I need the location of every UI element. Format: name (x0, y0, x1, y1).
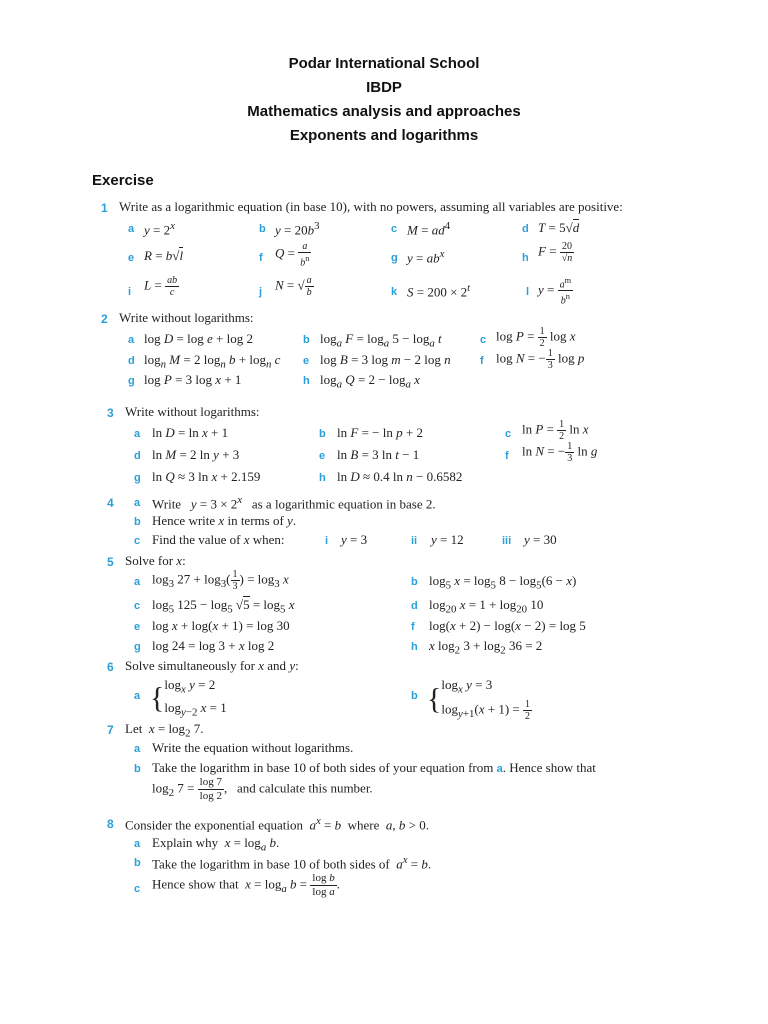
q1k-expression: $S = 200 \times 2^t$ (407, 282, 471, 300)
q8-label-c: c (134, 883, 141, 895)
q2-label-h: h (303, 375, 310, 387)
q1d-expression: T = 5√d (538, 220, 580, 235)
q2f-expression: log N = − $\frac{1}{3}$ log p (496, 348, 585, 371)
question-5-number: 5 (107, 555, 114, 569)
q3g-expression: ln Q ≈ 3 ln x + 2.159 (152, 469, 261, 484)
q7b-text2: . Hence show that (502, 760, 596, 775)
q3-label-g: g (134, 472, 141, 484)
q4b-text: Hence write x in terms of y. (152, 513, 297, 528)
q1-label-k: k (391, 286, 398, 298)
q5-label-f: f (411, 621, 415, 633)
q3b-expression: ln F = − ln p + 2 (337, 425, 423, 440)
q3f-expression: ln N = − $\frac{1}{3}$ ln g (522, 441, 598, 464)
q6-and: and (267, 658, 287, 673)
q1-label-f: f (259, 252, 263, 264)
q1i-expression: L = $\frac{ab}{c}$ (144, 275, 178, 298)
q7b-fraction: $\log_2 7$ = $\frac{\log 7}{\log 2}$ , and calculate this number. (152, 776, 373, 802)
q2-label-g: g (128, 375, 135, 387)
q5d-expression: $\log_{20} x = 1 + \log_{20} 10$ (429, 597, 544, 616)
exercise-title: Exercise (92, 172, 154, 189)
q4c-roman-iii: iii (502, 535, 512, 547)
q3c-expression: ln P = $\frac{1}{2}$ ln x (522, 419, 589, 442)
q3h-expression: ln D ≈ 0.4 ln n − 0.6582 (337, 469, 463, 484)
q5-label-g: g (134, 641, 141, 653)
q5g-expression: log 24 = log 3 + x log 2 (152, 638, 275, 653)
question-2-text: Write without logarithms: (119, 310, 254, 325)
q1c-expression: $M = ad^4$ (407, 220, 451, 238)
q8a-pre: Explain why (152, 835, 219, 850)
topic-name: Exponents and logarithms (289, 127, 479, 144)
q1h-expression: F = $\frac{20}{√n}$ (538, 241, 573, 264)
q1-label-d: d (522, 223, 529, 235)
q5-label-a: a (134, 576, 141, 588)
q4c-roman-i: i (325, 535, 329, 547)
q7b-text (152, 760, 596, 776)
q8b-text: Take the logarithm in base 10 of both sides of $a^x = b$. (152, 854, 432, 872)
q8-statement: Consider the exponential equation $a^x = b$ where a, b > 0. (125, 815, 429, 833)
q1-label-a: a (128, 223, 135, 235)
q7b-ref-a: a (496, 763, 503, 775)
q7b-text3: and calculate this number. (236, 780, 373, 796)
q7b-text1: Take the logarithm in base 10 of both sides of your equation from (152, 760, 494, 775)
q4b-mid: in terms of (227, 513, 284, 528)
q2g-expression: log P = 3 log x + 1 (144, 372, 242, 387)
q1-label-h: h (522, 252, 529, 264)
q5-label-h: h (411, 641, 418, 653)
q3-label-f: f (505, 450, 509, 462)
q8a-text: Explain why $x = \log_a b$. (152, 835, 280, 854)
q1g-expression: $y = ab^x$ (407, 248, 445, 266)
q3-label-e: e (319, 450, 326, 462)
q5h-expression: x $\log_2 3 + \log_2 36 = 2$ (429, 638, 543, 657)
question-4-number: 4 (107, 496, 114, 510)
q3-label-h: h (319, 472, 326, 484)
q1-label-j: j (259, 286, 263, 298)
q2d-expression: $\log_n M = 2$ $\log_n b + \log_n c$ (144, 352, 281, 371)
q5c-expression: $\log_5 125 - \log_5 √5 = \log_5 x$ (152, 597, 295, 616)
q2b-expression: $\log_a F = \log_a 5 - \log_a t$ (320, 331, 442, 350)
q1-label-c: c (391, 223, 398, 235)
question-1-number: 1 (101, 201, 108, 215)
q7-statement: Let $x = \log_2 7$. (125, 721, 204, 740)
q1e-expression: R = b√l (144, 248, 184, 263)
q8-where: where (347, 817, 380, 833)
q5-label-e: e (134, 621, 141, 633)
q4a-text: Write $y = 3 \times 2^x$ as a logarithmic equation in base 2. (152, 494, 436, 512)
q4c-text: Find the value of x when: (152, 532, 285, 547)
q2-label-a: a (128, 334, 135, 346)
q2-label-b: b (303, 334, 310, 346)
q5e-expression: log x + log(x + 1) = log 30 (152, 618, 290, 633)
q1f-expression: Q = $\frac{a}{b^n}$ (275, 241, 310, 269)
q4-label-b: b (134, 516, 141, 528)
q6a-system: {$\log_x$ y = 2 $\log_{y-2} x = 1$ (150, 677, 227, 719)
q5f-expression: log(x + 2) − log(x − 2) = log 5 (429, 618, 586, 633)
q7-label-a: a (134, 743, 141, 755)
q8b-pre: Take the logarithm in base 10 of both sides of (152, 856, 390, 872)
q4-label-a: a (134, 497, 141, 509)
q4c-ii-expression: y = 12 (431, 532, 464, 547)
q5b-expression: $\log_5 x = \log_5 8 - \log_5(6 - x)$ (429, 573, 577, 592)
question-5-text: Solve for x: (125, 553, 186, 568)
question-6-text: Solve simultaneously for x and y: (125, 658, 299, 673)
q3e-expression: ln B = 3 ln t − 1 (337, 447, 420, 462)
question-2-number: 2 (101, 312, 108, 326)
worksheet-header (0, 52, 768, 148)
q6-label-a: a (134, 690, 141, 702)
q7-label-b: b (134, 763, 141, 775)
question-3-number: 3 (107, 406, 114, 420)
q4c-pre: Find the value of (152, 532, 241, 547)
q2a-expression: log D = log e + log 2 (144, 331, 253, 346)
q1-label-i: i (128, 286, 132, 298)
q4a-pre: Write (152, 496, 182, 512)
q8c-pre: Hence show that (152, 876, 239, 892)
q2e-expression: log B = 3 log m − 2 log n (320, 352, 451, 367)
programme-name: IBDP (366, 79, 402, 96)
q4c-i-expression: y = 3 (341, 532, 368, 547)
q3-label-c: c (505, 428, 512, 440)
q7a-text: Write the equation without logarithms. (152, 740, 354, 755)
q2-label-e: e (303, 355, 310, 367)
q8-text: Consider the exponential equation (125, 817, 303, 833)
q4b-pre: Hence write (152, 513, 216, 528)
q1b-expression: $y = 20b^3$ (275, 220, 320, 238)
q1-label-g: g (391, 252, 398, 264)
q3-label-d: d (134, 450, 141, 462)
question-3-text: Write without logarithms: (125, 404, 260, 419)
q6-label-b: b (411, 690, 418, 702)
q4c-when: when: (252, 532, 285, 547)
q3-label-a: a (134, 428, 141, 440)
q5a-expression: $\log_3 27 + \log_3$( $\frac{1}{3}$ ) = $\log_3 x$ (152, 569, 289, 592)
q5-label-b: b (411, 576, 418, 588)
q5-text-label: Solve for (125, 553, 174, 568)
q6b-system: {$\log_x$ y = 3 $\log_{y+1}(x + 1)$ = $\frac{1}{2}$ (427, 677, 530, 722)
q4a-post: as a logarithmic equation in base 2. (251, 496, 436, 512)
q7-let: Let (125, 721, 143, 736)
question-6-number: 6 (107, 660, 114, 674)
q1-label-l: l (526, 286, 530, 298)
q3d-expression: ln M = 2 ln y + 3 (152, 447, 240, 462)
q5-label-c: c (134, 600, 141, 612)
q2-label-d: d (128, 355, 135, 367)
q8-label-a: a (134, 838, 141, 850)
q2h-expression: $\log_a Q = 2 - \log_a x$ (320, 372, 420, 391)
question-1-text: Write as a logarithmic equation (in base 10), with no powers, assuming all variables are positive: (119, 199, 623, 214)
q1l-expression: y = $\frac{a^m}{b^n}$ (538, 276, 572, 307)
school-name: Podar International School (288, 55, 480, 72)
q4-label-c: c (134, 535, 141, 547)
q4c-iii-expression: y = 30 (524, 532, 557, 547)
q8c-text: Hence show that $x = \log_a b$ = $\frac{\text{log b}}{\text{log a}}$ . (152, 872, 340, 898)
course-name: Mathematics analysis and approaches (247, 103, 521, 120)
q3-label-b: b (319, 428, 326, 440)
question-7-number: 7 (107, 723, 114, 737)
q1j-expression: N = √ $\frac{a}{b}$ (275, 275, 312, 298)
q3a-expression: ln D = ln x + 1 (152, 425, 229, 440)
q6-text-label: Solve simultaneously for (125, 658, 255, 673)
q1a-expression: $y = 2^x$ (144, 220, 175, 238)
q1-label-e: e (128, 252, 135, 264)
q8-label-b: b (134, 857, 141, 869)
question-8-number: 8 (107, 817, 114, 831)
q2-label-c: c (480, 334, 487, 346)
q2c-expression: log P = $\frac{1}{2}$ log x (496, 326, 576, 349)
q1-label-b: b (259, 223, 266, 235)
q4c-roman-ii: ii (411, 535, 418, 547)
q5-label-d: d (411, 600, 418, 612)
q2-label-f: f (480, 355, 484, 367)
